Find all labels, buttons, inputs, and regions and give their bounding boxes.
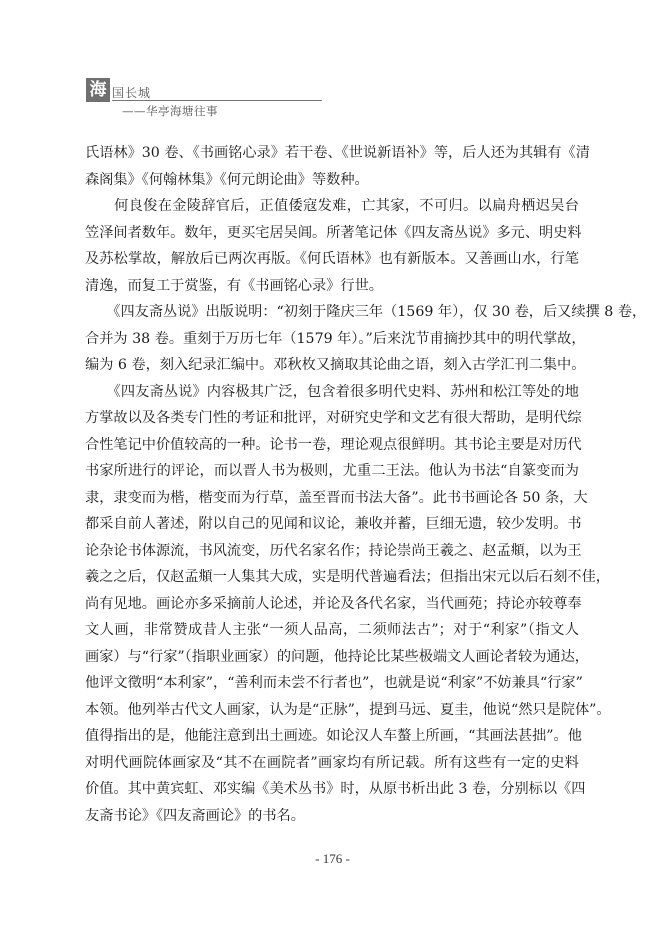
text-line: 本领。他列举古代文人画家，认为是“正脉”，提到马远、夏圭，他说“然只是院体”。 bbox=[85, 701, 611, 718]
body-text bbox=[85, 140, 647, 829]
header-subtitle: ——华亭海塘往事 bbox=[122, 104, 218, 118]
header-brand: 国长城 bbox=[112, 86, 152, 100]
page-number: - 176 - bbox=[315, 851, 350, 866]
text-line: 森阁集》《何翰林集》《何元朗论曲》等数种。 bbox=[85, 171, 369, 188]
text-line: 值得指出的是，他能注意到出土画迹。如论汉人车螯上所画，“其画法甚拙”。他 bbox=[85, 728, 582, 744]
text-line: 友斋书论》《四友斋画论》的书名。 bbox=[85, 807, 305, 824]
text-line: 文人画，非常赞成昔人主张“一须人品高，二须师法古”；对于“利家”（指文人 bbox=[85, 622, 579, 638]
text-line: 合并为 38 卷。重刻于万历七年（1579 年）。”后来沈节甫摘抄其中的明代掌故， bbox=[85, 330, 586, 347]
text-line: 编为 6 卷，刻入纪录汇编中。邓秋枚又摘取其论曲之语，刻入古学汇刊二集中。 bbox=[85, 357, 586, 373]
text-line: 及苏松掌故，解放后已两次再版。《何氏语林》也有新版本。又善画山水，行笔 bbox=[85, 251, 579, 267]
text-line: 书家所进行的评论，而以晋人书为极则，尤重二王法。他认为书法“自篆变而为 bbox=[85, 463, 579, 479]
text-line: 清逸，而复工于赏鉴，有《书画铭心录》行世。 bbox=[85, 277, 383, 294]
text-line: 对明代画院体画家及“其不在画院者”画家均有所记载。所有这些有一定的史料 bbox=[85, 754, 579, 771]
text-line: 羲之之后，仅赵孟頫一人集其大成，实是明代普遍看法；但指出宋元以后石刻不佳， bbox=[85, 569, 610, 585]
text-line: 何良俊在金陵辞官后，正值倭寇发难，亡其家，不可归。以扁舟栖迟吴台 bbox=[85, 198, 579, 214]
text-line: 方掌故以及各类专门性的考证和批评，对研究史学和文艺有很大帮助，是明代综 bbox=[85, 410, 582, 426]
text-line: 氏语林》30 卷、《书画铭心录》若干卷、《世说新语补》等，后人还为其辑有《清 bbox=[85, 145, 590, 161]
text-line: 价值。其中黄宾虹、邓实编《美术丛书》时，从原书析出此 3 卷，分别标以《四 bbox=[85, 781, 586, 797]
text-line: 都采自前人著述，附以自己的见闻和议论，兼收并蓄，巨细无遗，较少发明。书 bbox=[85, 516, 582, 532]
text-line: 隶，隶变而为楷，楷变而为行草，盖至晋而书法大备”。此书书画论各 50 条，大 bbox=[85, 489, 588, 506]
header-logo: 海 bbox=[86, 78, 110, 102]
text-line: 画家）与“行家”（指职业画家）的问题，他持论比某些极端文人画论者较为通达， bbox=[85, 648, 589, 665]
header-divider bbox=[112, 100, 322, 101]
text-line: 笠泽间者数年。数年，更买宅居吴阊。所著笔记体《四友斋丛说》多元、明史料 bbox=[85, 224, 582, 241]
text-line: 论杂论书体源流，书风流变，历代名家名作；持论崇尚王羲之、赵孟頫，以为王 bbox=[85, 542, 582, 559]
text-line: 《四友斋丛说》出版说明：“初刻于隆庆三年（1569 年），仅 30 卷，后又续撰 8 卷， bbox=[85, 304, 647, 320]
running-header bbox=[86, 78, 316, 118]
text-line: 《四友斋丛说》内容极其广泛，包含着很多明代史料、苏州和松江等处的地 bbox=[85, 383, 579, 400]
text-line: 他评文徵明“本利家”，“善利而未尝不行者也”，也就是说“利家”不妨兼具“行家” bbox=[85, 675, 583, 691]
text-line: 合性笔记中价值较高的一种。论书一卷，理论观点很鲜明。其书论主要是对历代 bbox=[85, 436, 582, 453]
text-line: 尚有见地。画论亦多采摘前人论述，并论及各代名家，当代画苑；持论亦较尊奉 bbox=[85, 595, 582, 612]
